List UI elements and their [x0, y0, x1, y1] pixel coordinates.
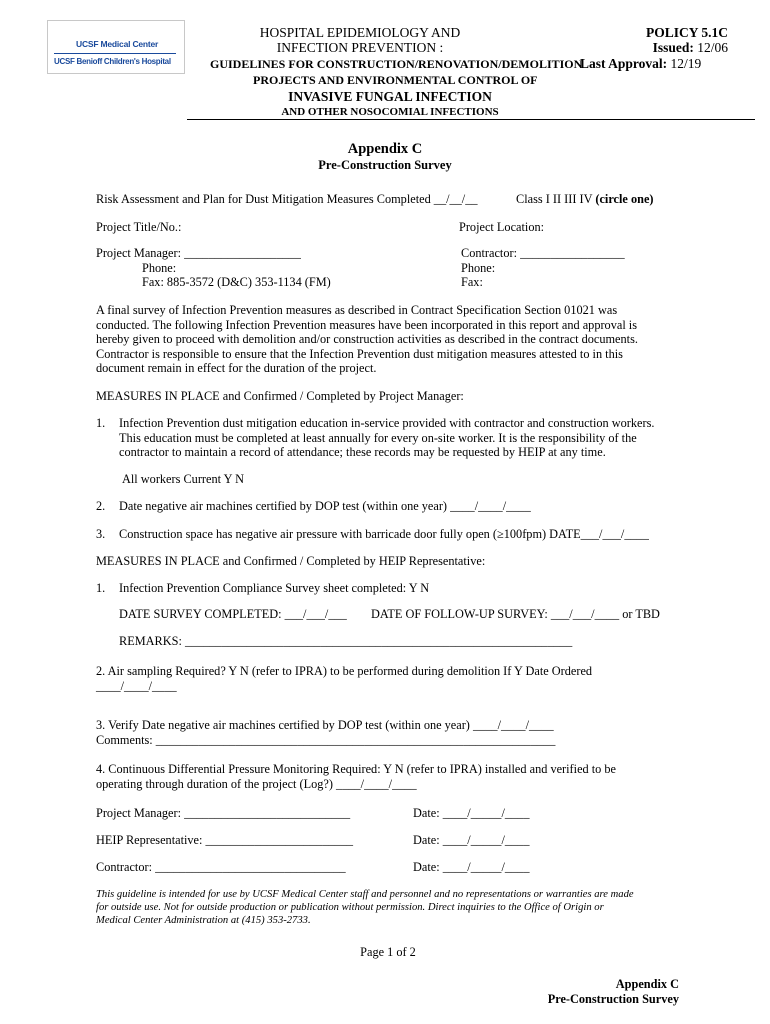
signature-project-manager-date: Date: ____/_____/____ — [413, 806, 530, 820]
disclaimer-line: Medical Center Administration at (415) 353-2733. — [96, 915, 311, 926]
issued-value: 12/06 — [697, 40, 728, 55]
heip-item4-line1: 4. Continuous Differential Pressure Monitoring Required: Y N (refer to IPRA) installed and verified to be — [96, 762, 616, 776]
approval-label: Last Approval: — [580, 56, 668, 71]
project-location-label: Project Location: — [459, 220, 545, 234]
header-dept-line2: INFECTION PREVENTION : — [276, 40, 444, 55]
pm-item1-text — [119, 416, 654, 460]
pm-section-heading: MEASURES IN PLACE and Confirmed / Completed by Project Manager: — [96, 389, 464, 403]
project-title-label: Project Title/No.: — [96, 220, 182, 234]
project-manager-field: Project Manager: ___________________ — [96, 246, 301, 260]
heip-item1-text: Infection Prevention Compliance Survey sheet completed: Y N — [119, 581, 430, 595]
intro-line: document remain in effect for the duration of the project. — [96, 361, 377, 375]
pm-item1-line: This education must be completed at least annually for every on-site worker. It is the responsibility of the — [119, 430, 637, 445]
heip-item3-line1: 3. Verify Date negative air machines certified by DOP test (within one year) ____/____/____ — [96, 718, 554, 732]
intro-line: hereby given to proceed with demolition and/or construction activities as described in the contract documents. — [96, 332, 638, 346]
intro-paragraph — [96, 303, 638, 376]
intro-line: A final survey of Infection Prevention measures as described in Contract Specification Section 01021 was — [96, 303, 618, 317]
circle-one-note: (circle one) — [595, 192, 654, 206]
ucsf-logo — [47, 20, 185, 74]
signature-heip-representative: HEIP Representative: ________________________ — [96, 833, 354, 847]
risk-assessment-line: Risk Assessment and Plan for Dust Mitigation Measures Completed __/__/__ — [96, 192, 478, 206]
logo-line-childrens-hospital: UCSF Benioff Children's Hospital — [54, 57, 171, 66]
header-projects: PROJECTS AND ENVIRONMENTAL CONTROL OF — [253, 73, 538, 87]
logo-line-medical-center: UCSF Medical Center — [76, 39, 159, 49]
pm-item2-text: Date negative air machines certified by DOP test (within one year) ____/____/____ — [119, 499, 531, 513]
intro-line: conducted. The following Infection Prevention measures have been incorporated in this report and approval is — [96, 317, 638, 332]
project-manager-fax: Fax: 885-3572 (D&C) 353-1134 (FM) — [142, 275, 331, 289]
appendix-subtitle: Pre-Construction Survey — [318, 158, 452, 172]
pm-item1-line: contractor to maintain a record of attendance; these records may be requested by HEIP at any time. — [119, 445, 606, 459]
all-workers-current: All workers Current Y N — [122, 472, 245, 486]
heip-item3-line2: Comments: _________________________________________________________________ — [96, 733, 556, 747]
class-selection — [516, 192, 654, 207]
footer-appendix: Appendix C — [615, 977, 679, 991]
class-options: Class I II III IV — [516, 192, 596, 206]
pm-item3-number: 3. — [96, 527, 106, 541]
pm-item1-line: Infection Prevention dust mitigation education in-service provided with contractor and construction workers. — [119, 416, 655, 430]
issued-date — [653, 40, 728, 56]
pm-item3-text: Construction space has negative air pressure with barricade door fully open (≥100fpm) DATE___/___/____ — [119, 527, 649, 541]
intro-line: Contractor is responsible to ensure that the Infection Prevention dust mitigation measures attested to in this — [96, 346, 623, 361]
contractor-fax: Fax: — [461, 275, 483, 289]
pm-item1-number: 1. — [96, 416, 106, 430]
header-dept-line1: HOSPITAL EPIDEMIOLOGY AND — [259, 25, 461, 40]
remarks-field: REMARKS: _______________________________________________________________ — [119, 634, 573, 648]
header-invasive: INVASIVE FUNGAL INFECTION — [288, 89, 492, 104]
header-nosocomial: AND OTHER NOSOCOMIAL INFECTIONS — [281, 106, 499, 118]
heip-section-heading: MEASURES IN PLACE and Confirmed / Completed by HEIP Representative: — [96, 554, 486, 568]
contractor-phone: Phone: — [461, 261, 496, 275]
heip-item2-line1: 2. Air sampling Required? Y N (refer to IPRA) to be performed during demolition If Y Date Ordered — [96, 664, 593, 678]
signature-contractor: Contractor: _______________________________ — [96, 860, 346, 874]
appendix-title: Appendix C — [347, 141, 423, 157]
project-manager-phone: Phone: — [142, 261, 177, 275]
heip-item4-line2: operating through duration of the project (Log?) ____/____/____ — [96, 777, 417, 791]
signature-heip-representative-date: Date: ____/_____/____ — [413, 833, 530, 847]
last-approval — [580, 56, 701, 72]
heip-item1-number: 1. — [96, 581, 106, 595]
disclaimer-line: for outside use. Not for outside production or publication without permission. Direct inquiries to the Office of Origin or — [96, 902, 604, 913]
footer-subtitle: Pre-Construction Survey — [547, 992, 679, 1006]
logo-divider — [54, 53, 176, 54]
disclaimer-line: This guideline is intended for use by UCSF Medical Center staff and personnel and no representations or warranties are made — [96, 889, 634, 900]
issued-label: Issued: — [652, 40, 694, 55]
signature-project-manager: Project Manager: ___________________________ — [96, 806, 351, 820]
disclaimer — [96, 888, 634, 927]
policy-number: POLICY 5.1C — [645, 25, 728, 40]
contractor-field: Contractor: _________________ — [461, 246, 625, 260]
approval-value: 12/19 — [670, 56, 702, 71]
header-guidelines: GUIDELINES FOR CONSTRUCTION/RENOVATION/DEMOLITION — [210, 57, 583, 71]
pm-item2-number: 2. — [96, 499, 106, 513]
heip-item2-line2: ____/____/____ — [96, 679, 177, 693]
header-rule — [187, 119, 755, 120]
date-survey-completed: DATE SURVEY COMPLETED: ___/___/___ — [119, 607, 347, 621]
page-number: Page 1 of 2 — [360, 945, 416, 959]
signature-contractor-date: Date: ____/_____/____ — [413, 860, 530, 874]
date-followup-survey: DATE OF FOLLOW-UP SURVEY: ___/___/____ or TBD — [371, 607, 660, 621]
